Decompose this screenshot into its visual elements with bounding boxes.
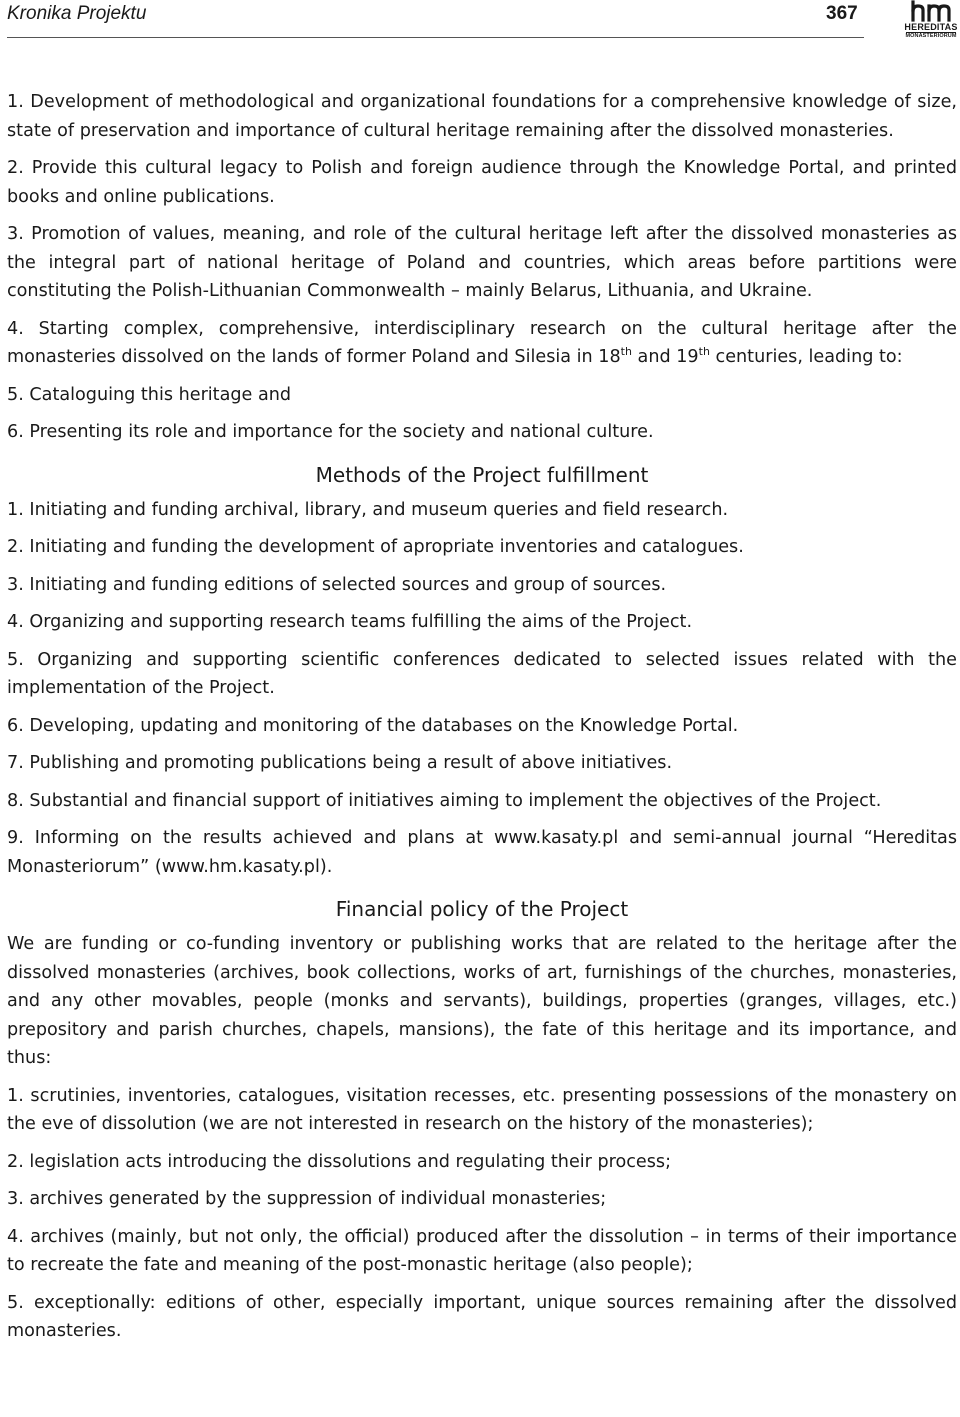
method-item: 4. Organizing and supporting research teams fulfilling the aims of the Project. [7, 612, 693, 632]
financial-item: 2. legislation acts introducing the dissolutions and regulating their process; [7, 1151, 672, 1172]
aim-item: 5. Cataloguing this heritage and [7, 384, 292, 405]
method-item: 9. Informing on the results achieved and plans at www.kasaty.pl and semi-annual journal “Hereditas Monasteriorum” (www.hm.kasaty.pl). [7, 828, 957, 877]
method-item: 2. Initiating and funding the development of apropriate inventories and catalogues. [7, 537, 744, 557]
method-item: 6. Developing, updating and monitoring of the databases on the Knowledge Portal. [7, 715, 739, 736]
financial-item: 5. exceptionally: editions of other, especially important, unique sources remaining after the dissolved monasteries. [7, 1292, 957, 1341]
method-item: 8. Substantial and financial support of initiatives aiming to implement the objectives of the Project. [7, 790, 882, 811]
page-header [7, 0, 958, 48]
methods-heading: Methods of the Project fulfillment [315, 462, 649, 487]
method-item: 1. Initiating and funding archival, library, and museum queries and field research. [7, 499, 729, 520]
page-content [7, 88, 957, 1355]
logo-text-hereditas: HEREDITAS [904, 22, 958, 32]
header-rule [7, 37, 864, 38]
financial-heading: Financial policy of the Project [335, 897, 629, 921]
financial-item: 3. archives generated by the suppression of individual monasteries; [7, 1189, 607, 1209]
aim-item: 4. Starting complex, comprehensive, interdisciplinary research on the cultural heritage after the monasteries dissolved on the lands of former Poland and Silesia in 18th and 19th centuries, leading to: [7, 318, 957, 367]
method-item: 5. Organizing and supporting scientific conferences dedicated to selected issues related with the implementation of the Project. [7, 649, 957, 698]
aim-item: 2. Provide this cultural legacy to Polish and foreign audience through the Knowledge Portal, and printed books and online publications. [7, 158, 957, 207]
aim-item: 1. Development of methodological and organizational foundations for a comprehensive knowledge of size, state of preservation and importance of cultural heritage remaining after the dissolved monasteries. [7, 92, 957, 141]
financial-item: 1. scrutinies, inventories, catalogues, visitation recesses, etc. presenting possessions of the monastery on the eve of dissolution (we are not interested in research on the history of the monasteries); [7, 1085, 957, 1134]
financial-intro: We are funding or co-funding inventory or publishing works that are related to the heritage after the dissolved monasteries (archives, book collections, works of art, furnishings of the churches, monasteries, and any other movables, people (monks and servants), buildings, properties (granges, villages, etc.) prepository and parish churches, chapels, mansions), the fate of this heritage and its importance, and thus: [7, 934, 957, 1068]
aim-item: 6. Presenting its role and importance for the society and national culture. [7, 422, 654, 442]
hm-logo-icon [904, 0, 958, 22]
hereditas-logo [904, 0, 958, 46]
page-number: 367 [826, 3, 858, 24]
method-item: 3. Initiating and funding editions of selected sources and group of sources. [7, 574, 667, 595]
journal-name: Kronika Projektu [7, 3, 147, 24]
logo-text-monasteriorum: MONASTERIORUM [905, 33, 957, 39]
method-item: 7. Publishing and promoting publications being a result of above initiatives. [7, 753, 673, 773]
aim-item: 3. Promotion of values, meaning, and role of the cultural heritage left after the dissolved monasteries as the integral part of national heritage of Poland and countries, which areas before partitions were constituting the Polish-Lithuanian Commonwealth – mainly Belarus, Lithuania, and Ukraine. [7, 224, 957, 301]
financial-item: 4. archives (mainly, but not only, the official) produced after the dissolution – in terms of their importance to recreate the fate and meaning of the post-monastic heritage (also people); [7, 1226, 957, 1275]
